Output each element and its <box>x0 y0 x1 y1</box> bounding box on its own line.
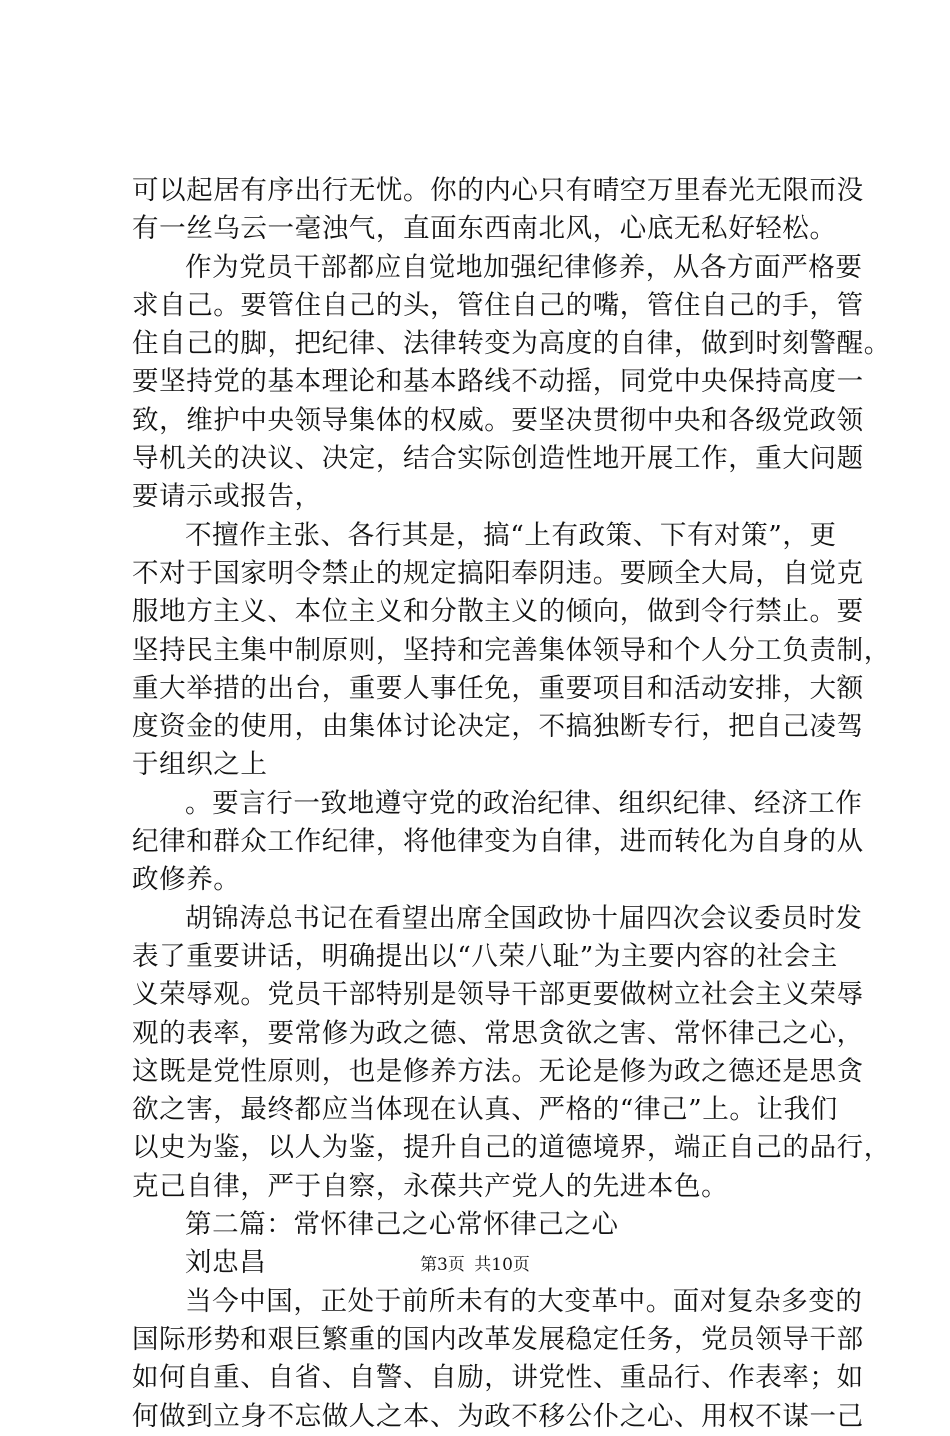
text-line: 服地方主义、本位主义和分散主义的倾向，做到令行禁止。要 <box>132 596 864 628</box>
text-line: 如何自重、自省、自警、自励，讲党性、重品行、作表率；如 <box>132 1362 864 1394</box>
text-line: 当今中国，正处于前所未有的大变革中。面对复杂多变的 <box>185 1285 863 1317</box>
text-line: 于组织之上 <box>132 749 268 781</box>
text-line: 可以起居有序出行无忧。你的内心只有晴空万里春光无限而没 <box>132 175 864 206</box>
document-body <box>132 172 891 1436</box>
text-line: 表了重要讲话，明确提出以“八荣八耻”为主要内容的社会主 <box>132 940 838 972</box>
text-line: 度资金的使用，由集体讨论决定，不搞独断专行，把自己凌驾 <box>132 711 864 743</box>
paragraph <box>132 1283 864 1436</box>
page-number: 第3页 <box>420 1255 465 1275</box>
text-line: 有一丝乌云一毫浊气，直面东西南北风，心底无私好轻松。 <box>132 213 837 245</box>
text-line: 观的表率，要常修为政之德、常思贪欲之害、常怀律己之心， <box>132 1017 864 1049</box>
page-footer <box>0 1250 950 1275</box>
text-line: 政修养。 <box>132 864 241 896</box>
text-line: 何做到立身不忘做人之本、为政不移公仆之心、用权不谋一己 <box>132 1400 864 1432</box>
text-line: 克己自律，严于自察，永葆共产党人的先进本色。 <box>132 1170 729 1202</box>
paragraph <box>132 172 864 249</box>
text-line: 导机关的决议、决定，结合实际创造性地开展工作，重大问题 <box>132 443 864 475</box>
page-total: 共10页 <box>474 1255 530 1275</box>
paragraph <box>132 1206 852 1244</box>
text-line: 欲之害，最终都应当体现在认真、严格的“律己”上。让我们 <box>132 1094 838 1126</box>
paragraph <box>132 517 891 785</box>
text-line: 坚持民主集中制原则，坚持和完善集体领导和个人分工负责制， <box>132 634 891 666</box>
text-line: 胡锦涛总书记在看望出席全国政协十届四次会议委员时发 <box>185 902 863 934</box>
text-line: 要坚持党的基本理论和基本路线不动摇，同党中央保持高度一 <box>132 366 864 398</box>
text-line: 国际形势和艰巨繁重的国内改革发展稳定任务，党员领导干部 <box>132 1323 864 1355</box>
text-line: 。要言行一致地遵守党的政治纪律、组织纪律、经济工作 <box>185 787 863 819</box>
text-line: 不擅作主张、各行其是，搞“上有政策、下有对策”，更 <box>185 519 837 551</box>
text-line: 致，维护中央领导集体的权威。要坚决贯彻中央和各级党政领 <box>132 404 864 436</box>
text-line: 作为党员干部都应自觉地加强纪律修养，从各方面严格要 <box>185 251 863 283</box>
paragraph <box>132 249 891 517</box>
text-line: 刘忠昌 <box>185 1247 267 1279</box>
text-line: 求自己。要管住自己的头，管住自己的嘴，管住自己的手，管 <box>132 289 864 321</box>
text-line: 义荣辱观。党员干部特别是领导干部更要做树立社会主义荣辱 <box>132 979 864 1011</box>
paragraph <box>132 900 891 1206</box>
text-line: 以史为鉴，以人为鉴，提升自己的道德境界，端正自己的品行， <box>132 1132 891 1164</box>
text-line: 第二篇：常怀律己之心常怀律己之心 <box>185 1209 619 1241</box>
text-line: 纪律和群众工作纪律，将他律变为自律，进而转化为自身的从 <box>132 826 864 858</box>
text-line: 要请示或报告， <box>132 481 322 513</box>
text-line: 这既是党性原则，也是修养方法。无论是修为政之德还是思贪 <box>132 1055 864 1087</box>
text-line: 重大举措的出台，重要人事任免，重要项目和活动安排，大额 <box>132 672 864 704</box>
text-line: 住自己的脚，把纪律、法律转变为高度的自律，做到时刻警醒。 <box>132 328 891 360</box>
text-line: 不对于国家明令禁止的规定搞阳奉阴违。要顾全大局，自觉克 <box>132 557 864 589</box>
paragraph <box>132 785 864 900</box>
